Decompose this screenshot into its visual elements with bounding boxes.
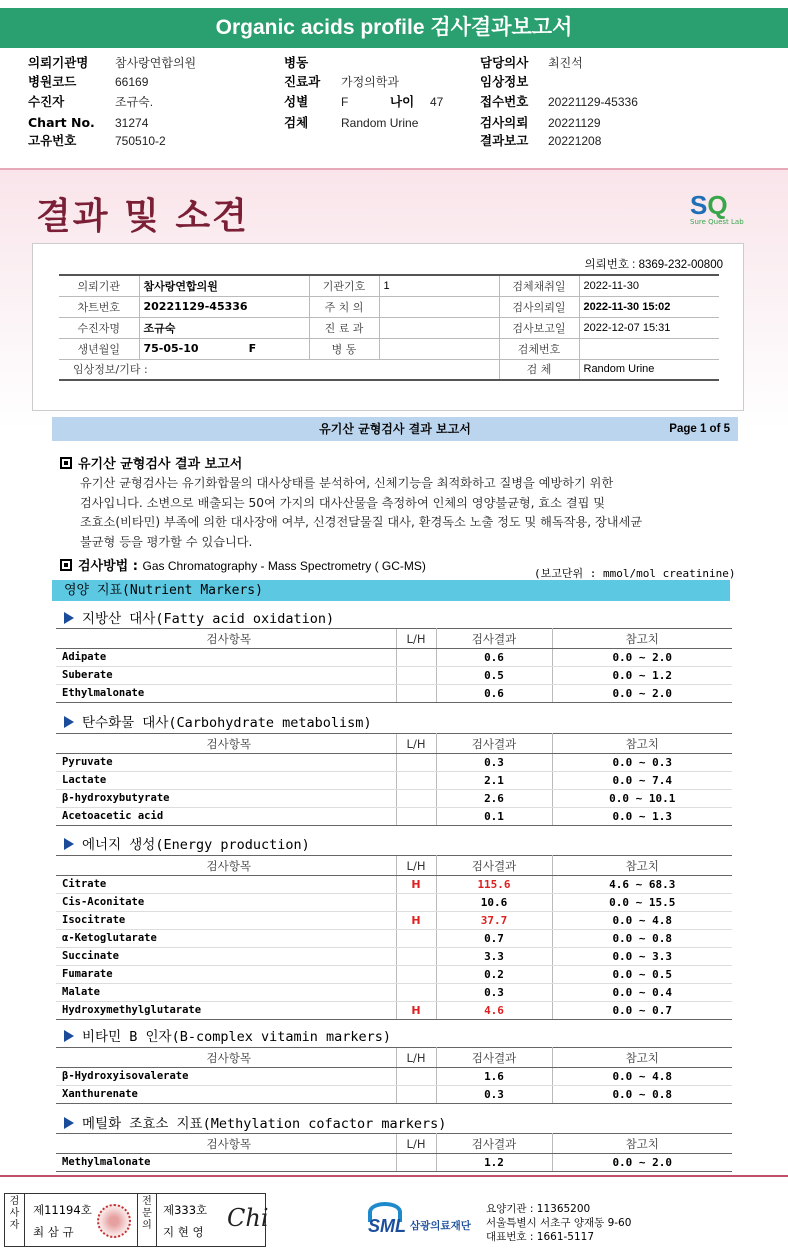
request-info-table — [59, 274, 719, 381]
lh-flag — [396, 754, 436, 772]
intro-line: 불균형 등을 평가할 수 있습니다. — [80, 534, 253, 549]
lh-flag — [396, 649, 436, 667]
column-header: 검사결과 — [436, 1048, 552, 1068]
intro-paragraph — [80, 474, 720, 552]
sex-value: F — [248, 342, 257, 355]
result-value: 2.6 — [436, 790, 552, 808]
table-row — [56, 790, 732, 808]
analyte-name: Hydroxymethylglutarate — [56, 1002, 396, 1020]
reviewer-signature: Chi — [227, 1204, 269, 1232]
reference-range: 0.0 ~ 1.3 — [552, 808, 732, 826]
lh-flag: H — [396, 876, 436, 894]
report-date-label: 검사보고일 — [499, 317, 579, 338]
lh-flag — [396, 948, 436, 966]
table-row — [56, 912, 732, 930]
result-value: 0.7 — [436, 930, 552, 948]
resident-value — [379, 296, 499, 317]
report-header-title: Organic acids profile 검사결과보고서 — [0, 8, 788, 48]
analyte-name: Pyruvate — [56, 754, 396, 772]
patient-info-row — [28, 132, 768, 150]
lh-flag — [396, 790, 436, 808]
resident-label: 주 치 의 — [309, 296, 379, 317]
intro-line: 유기산 균형검사는 유기화합물의 대사상태를 분석하여, 신체기능을 최적화하고 질병을 예방하기 위한 — [80, 476, 614, 490]
result-value: 115.6 — [436, 876, 552, 894]
sq-lab-logo — [690, 192, 750, 232]
field-label: 수진자 — [28, 94, 65, 109]
reference-range: 0.0 ~ 3.3 — [552, 948, 732, 966]
column-header: 검사항목 — [56, 1134, 396, 1154]
column-header: 검사항목 — [56, 734, 396, 754]
reference-range: 0.0 ~ 4.8 — [552, 912, 732, 930]
reference-range: 0.0 ~ 0.3 — [552, 754, 732, 772]
sml-foundation-name: 삼광의료재단 — [410, 1220, 471, 1232]
ward-label: 병 동 — [309, 338, 379, 359]
dob-label: 생년월일 — [59, 338, 139, 359]
table-row — [56, 667, 732, 685]
age-value: 47 — [430, 95, 444, 109]
result-section-title: 결과 및 소견 — [36, 196, 249, 237]
triangle-bullet-icon — [64, 612, 74, 624]
footer-divider — [0, 1175, 788, 1177]
result-value: 3.3 — [436, 948, 552, 966]
table-row — [56, 649, 732, 667]
table-row — [59, 317, 719, 338]
triangle-bullet-icon — [64, 1117, 74, 1129]
result-value: 1.6 — [436, 1068, 552, 1086]
patient-info-row — [28, 54, 768, 72]
field-label: 진료과 — [284, 74, 321, 89]
collect-date-label: 검체채취일 — [499, 275, 579, 296]
reference-range: 0.0 ~ 0.7 — [552, 1002, 732, 1020]
lh-flag — [396, 984, 436, 1002]
reference-range: 0.0 ~ 0.8 — [552, 1086, 732, 1104]
age-label: 나이 — [390, 94, 415, 109]
table-row — [59, 359, 719, 380]
analyte-name: Methylmalonate — [56, 1154, 396, 1172]
clinic-label: 의뢰기관 — [59, 275, 139, 296]
reference-range: 0.0 ~ 10.1 — [552, 790, 732, 808]
results-table — [56, 1047, 732, 1104]
column-header: 참고치 — [552, 1134, 732, 1154]
lh-flag — [396, 930, 436, 948]
sml-logo — [368, 1202, 480, 1242]
reference-range: 0.0 ~ 2.0 — [552, 685, 732, 703]
analyte-name: Adipate — [56, 649, 396, 667]
request-info-box — [32, 243, 744, 411]
section-heading-text: 지방산 대사(Fatty acid oxidation) — [82, 611, 335, 627]
specimen-no-value — [579, 338, 719, 359]
org-info-line: 서울특별시 서초구 양재동 9-60 — [486, 1217, 632, 1229]
result-value: 4.6 — [436, 1002, 552, 1020]
field-label: 의뢰기관명 — [28, 55, 89, 70]
code-value: 1 — [379, 275, 499, 296]
clinic-value: 참사랑연합의원 — [139, 275, 309, 296]
category-bar: 영양 지표(Nutrient Markers) — [52, 580, 730, 601]
analyte-name: Xanthurenate — [56, 1086, 396, 1104]
field-value: 최진석 — [548, 56, 583, 70]
analyte-name: Succinate — [56, 948, 396, 966]
section-heading-text: 메틸화 조효소 지표(Methylation cofactor markers) — [82, 1116, 447, 1132]
tester-name: 최 삼 규 — [33, 1225, 74, 1239]
analyte-name: Ethylmalonate — [56, 685, 396, 703]
code-label: 기관기호 — [309, 275, 379, 296]
logo-letter-s: S — [690, 190, 708, 220]
analyte-name: Fumarate — [56, 966, 396, 984]
section-heading — [64, 1025, 391, 1045]
field-value: 20221129 — [548, 116, 601, 130]
specimen-no-label: 검체번호 — [499, 338, 579, 359]
specimen-label: 검 체 — [499, 359, 579, 380]
reference-range: 0.0 ~ 0.8 — [552, 930, 732, 948]
analyte-name: Lactate — [56, 772, 396, 790]
tester-license: 제11194호 — [33, 1203, 92, 1217]
field-value: 750510-2 — [115, 134, 166, 148]
column-header: 검사항목 — [56, 856, 396, 876]
column-header: 검사항목 — [56, 629, 396, 649]
field-value: F — [341, 95, 349, 109]
lh-flag — [396, 1068, 436, 1086]
table-header-row — [56, 856, 732, 876]
reference-range: 0.0 ~ 15.5 — [552, 894, 732, 912]
analyte-name: Malate — [56, 984, 396, 1002]
table-row — [56, 1154, 732, 1172]
specimen-value: Random Urine — [579, 359, 719, 380]
square-bullet-icon — [60, 559, 72, 571]
results-table — [56, 628, 732, 703]
clinical-info-label: 임상정보/기타 : — [59, 359, 499, 380]
section-divider — [0, 168, 788, 170]
report-title-bar — [52, 417, 738, 441]
table-row — [56, 984, 732, 1002]
reference-range: 0.0 ~ 7.4 — [552, 772, 732, 790]
request-date-label: 검사의뢰일 — [499, 296, 579, 317]
official-seal-icon — [97, 1204, 131, 1238]
analyte-name: Acetoacetic acid — [56, 808, 396, 826]
table-row — [56, 894, 732, 912]
reference-range: 0.0 ~ 0.5 — [552, 966, 732, 984]
sml-logo-text: SML — [368, 1216, 406, 1236]
ward-value — [379, 338, 499, 359]
lh-flag — [396, 966, 436, 984]
patient-info-row — [28, 93, 768, 111]
analyte-name: β-Hydroxyisovalerate — [56, 1068, 396, 1086]
field-value: 31274 — [115, 116, 149, 130]
method-value: Gas Chromatography - Mass Spectrometry ( GC-MS) — [142, 559, 426, 573]
section-heading — [64, 833, 310, 853]
field-value: 가정의학과 — [341, 75, 399, 89]
reference-range: 0.0 ~ 2.0 — [552, 649, 732, 667]
results-table — [56, 1133, 732, 1172]
dept-label: 진 료 과 — [309, 317, 379, 338]
section-heading-text: 에너지 생성(Energy production) — [82, 837, 310, 853]
collect-date-value: 2022-11-30 — [579, 275, 719, 296]
table-header-row — [56, 629, 732, 649]
reference-range: 0.0 ~ 1.2 — [552, 667, 732, 685]
column-header: 참고치 — [552, 1048, 732, 1068]
triangle-bullet-icon — [64, 716, 74, 728]
result-value: 37.7 — [436, 912, 552, 930]
field-label: 고유번호 — [28, 133, 77, 148]
analyte-name: α-Ketoglutarate — [56, 930, 396, 948]
result-value: 0.3 — [436, 1086, 552, 1104]
table-row — [56, 754, 732, 772]
lh-flag — [396, 1086, 436, 1104]
section-heading — [64, 607, 334, 627]
field-value: 참사랑연합의원 — [115, 56, 197, 70]
table-header-row — [56, 1048, 732, 1068]
name-value: 조규숙 — [139, 317, 309, 338]
column-header: 검사항목 — [56, 1048, 396, 1068]
result-value: 1.2 — [436, 1154, 552, 1172]
field-value: 66169 — [115, 75, 149, 89]
result-value: 0.1 — [436, 808, 552, 826]
column-header: 검사결과 — [436, 734, 552, 754]
field-label: 성별 — [284, 94, 309, 109]
patient-info-row — [28, 73, 768, 91]
table-row — [56, 930, 732, 948]
table-row — [56, 1068, 732, 1086]
field-value: 조규숙. — [115, 95, 154, 109]
reviewer-vertical-label: 전문의 — [137, 1194, 157, 1246]
lh-flag — [396, 667, 436, 685]
dob-cell — [139, 338, 309, 359]
logo-tagline: Sure Quest Lab — [690, 218, 744, 226]
triangle-bullet-icon — [64, 1030, 74, 1042]
reviewer-name: 지 현 영 — [163, 1225, 204, 1239]
table-row — [59, 275, 719, 296]
analyte-name: Cis-Aconitate — [56, 894, 396, 912]
field-label: Chart No. — [28, 115, 95, 130]
report-unit: (보고단위 : mmol/mol creatinine) — [534, 567, 736, 580]
lh-flag — [396, 772, 436, 790]
organization-info — [486, 1202, 631, 1244]
column-header: L/H — [396, 856, 436, 876]
results-table — [56, 733, 732, 826]
table-row — [56, 1002, 732, 1020]
lh-flag — [396, 894, 436, 912]
method-heading — [60, 555, 426, 574]
result-value: 0.5 — [436, 667, 552, 685]
request-number — [585, 256, 723, 272]
field-label: 검체 — [284, 115, 309, 130]
column-header: L/H — [396, 1134, 436, 1154]
column-header: 참고치 — [552, 856, 732, 876]
lh-flag — [396, 685, 436, 703]
table-row — [56, 948, 732, 966]
square-bullet-icon — [60, 457, 72, 469]
request-date-value: 2022-11-30 15:02 — [579, 296, 719, 317]
section-heading-text: 비타민 B 인자(B-complex vitamin markers) — [82, 1029, 392, 1045]
reference-range: 0.0 ~ 0.4 — [552, 984, 732, 1002]
result-value: 2.1 — [436, 772, 552, 790]
table-row — [56, 772, 732, 790]
intro-heading — [60, 453, 242, 472]
field-value: Random Urine — [341, 116, 419, 130]
result-value: 0.3 — [436, 754, 552, 772]
intro-heading-text: 유기산 균형검사 결과 보고서 — [78, 457, 243, 472]
field-label: 접수번호 — [480, 94, 529, 109]
dob-value: 75-05-10 — [143, 342, 199, 355]
method-label: 검사방법 : — [78, 559, 138, 574]
chart-label: 차트번호 — [59, 296, 139, 317]
analyte-name: Isocitrate — [56, 912, 396, 930]
field-label: 담당의사 — [480, 55, 529, 70]
field-label: 검사의뢰 — [480, 115, 529, 130]
org-info-line: 요양기관 : 11365200 — [486, 1203, 591, 1215]
section-heading-text: 탄수화물 대사(Carbohydrate metabolism) — [82, 715, 372, 731]
table-row — [56, 685, 732, 703]
lh-flag: H — [396, 912, 436, 930]
section-heading — [64, 711, 372, 731]
request-number-value: 8369-232-00800 — [638, 259, 723, 271]
analyte-name: Suberate — [56, 667, 396, 685]
field-label: 병원코드 — [28, 74, 77, 89]
result-value: 0.3 — [436, 984, 552, 1002]
org-info-line: 대표번호 : 1661-5117 — [486, 1231, 595, 1243]
column-header: L/H — [396, 1048, 436, 1068]
section-heading — [64, 1112, 446, 1132]
column-header: 검사결과 — [436, 1134, 552, 1154]
lh-flag: H — [396, 1002, 436, 1020]
field-value: 20221129-45336 — [548, 95, 638, 109]
column-header: L/H — [396, 734, 436, 754]
intro-line: 조효소(비타민) 부족에 의한 대사장애 여부, 신경전달물질 대사, 환경독소 노출 정도 및 해독작용, 장내세균 — [80, 515, 643, 530]
report-date-value: 2022-12-07 15:31 — [579, 317, 719, 338]
page-indicator: Page 1 of 5 — [669, 423, 730, 435]
logo-letter-q: Q — [707, 190, 728, 220]
column-header: 검사결과 — [436, 629, 552, 649]
field-label: 결과보고 — [480, 133, 529, 148]
column-header: 참고치 — [552, 629, 732, 649]
intro-line: 검사입니다. 소변으로 배출되는 50여 가지의 대사산물을 측정하여 인체의 영양불균형, 효소 결핍 및 — [80, 495, 606, 510]
lh-flag — [396, 1154, 436, 1172]
analyte-name: β-hydroxybutyrate — [56, 790, 396, 808]
analyte-name: Citrate — [56, 876, 396, 894]
field-label: 병동 — [284, 55, 309, 70]
column-header: L/H — [396, 629, 436, 649]
reference-range: 0.0 ~ 4.8 — [552, 1068, 732, 1086]
tester-vertical-label: 검사자 — [5, 1194, 25, 1246]
request-number-label: 의뢰번호 : — [584, 259, 636, 271]
table-row — [59, 338, 719, 359]
table-header-row — [56, 734, 732, 754]
signature-box — [4, 1193, 269, 1247]
column-header: 참고치 — [552, 734, 732, 754]
table-row — [59, 296, 719, 317]
table-row — [56, 876, 732, 894]
reference-range: 4.6 ~ 68.3 — [552, 876, 732, 894]
table-header-row — [56, 1134, 732, 1154]
result-value: 0.2 — [436, 966, 552, 984]
result-value: 10.6 — [436, 894, 552, 912]
reviewer-license: 제333호 — [163, 1203, 208, 1217]
name-label: 수진자명 — [59, 317, 139, 338]
triangle-bullet-icon — [64, 838, 74, 850]
result-value: 0.6 — [436, 649, 552, 667]
reference-range: 0.0 ~ 2.0 — [552, 1154, 732, 1172]
dept-value — [379, 317, 499, 338]
patient-info-row — [28, 114, 768, 132]
table-row — [56, 808, 732, 826]
result-value: 0.6 — [436, 685, 552, 703]
field-value: 20221208 — [548, 134, 602, 148]
table-row — [56, 966, 732, 984]
results-table — [56, 855, 732, 1020]
report-bar-title: 유기산 균형검사 결과 보고서 — [319, 422, 471, 436]
field-label: 임상정보 — [480, 74, 529, 89]
column-header: 검사결과 — [436, 856, 552, 876]
chart-value: 20221129-45336 — [139, 296, 309, 317]
lh-flag — [396, 808, 436, 826]
table-row — [56, 1086, 732, 1104]
